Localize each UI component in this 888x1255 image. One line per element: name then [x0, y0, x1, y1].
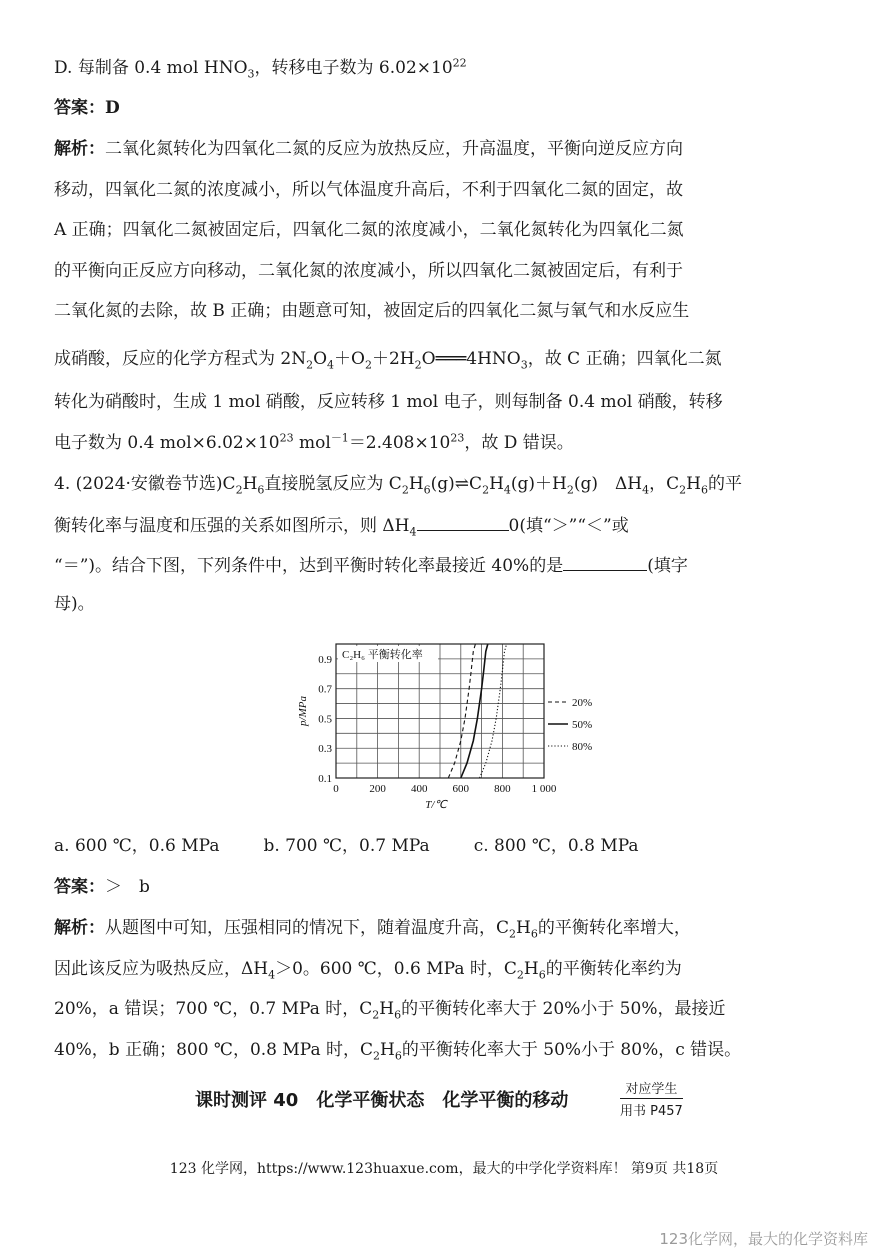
x-tick-label: 600: [452, 783, 470, 795]
blank-2: [563, 554, 647, 571]
conversion-chart: [286, 630, 616, 825]
analysis-2-line-4: 40%，b 正确；800 ℃，0.8 MPa 时，$C_2H_6$的平衡转化率大于 50%小于 80%，c 错误。: [54, 1040, 742, 1063]
curve-20pct: [448, 644, 475, 778]
y-tick-label: 0.9: [318, 653, 332, 666]
x-tick-label: 800: [494, 783, 511, 795]
question-4-line-4: 母)。: [54, 594, 95, 614]
analysis-1-line-8: 电子数为 0.4 $mol\times 6.02\times 10^{23}$ $mol^{-1}=2.408\times 10^{23}$，故 D 错误。: [54, 431, 574, 453]
option-a: a. 600 ℃，0.6 MPa: [54, 836, 220, 856]
question-4-options: [54, 836, 639, 856]
reference-bottom: 用书 P457: [620, 1104, 683, 1119]
x-axis-label: T/℃: [425, 799, 447, 811]
analysis-2-line-1: 解析：从题图中可知，压强相同的情况下，随着温度升高，$C_2H_6$的平衡转化率增大，: [54, 918, 691, 941]
analysis-1-line-6: 成硝酸，反应的化学方程式为 $2N_2O_4+O_2+2H_2O═══4HNO_3$，故 C 正确；四氧化二氮: [54, 349, 722, 372]
answer-2: 答案：＞ b: [54, 877, 150, 897]
analysis-2-line-2: 因此该反应为吸热反应，$\Delta H_4>0$。600 ℃，0.6 MPa 时，$C_2H_6$的平衡转化率约为: [54, 959, 682, 982]
y-axis-label: p/MPa: [297, 696, 309, 726]
answer-1: 答案：D: [54, 98, 120, 118]
x-tick-label: 200: [369, 783, 386, 795]
page-footer: 123 化学网，https://www.123huaxue.com，最大的中学化学资料库！ 第9页 共18页: [169, 1161, 719, 1177]
analysis-1-line-3: A 正确；四氧化二氮被固定后，四氧化二氮的浓度减小，二氧化氮转化为四氧化二氮: [54, 220, 684, 240]
y-tick-label: 0.3: [318, 743, 332, 756]
question-4-line-2: 衡转化率与温度和压强的关系如图所示，则 $\Delta H_4$ 0(填“＞”“＜”或: [54, 516, 629, 539]
legend-label: 20%: [572, 697, 593, 709]
blank-1: [417, 514, 509, 531]
question-4-line-1: 4. (2024·安徽卷节选)$C_2H_6$直接脱氢反应为 $C_2H_6(g)\rightleftharpoons C_2H_4(g)+H_2(g)$ $\Delta H_4$，$C_2H_6$的平: [54, 474, 742, 497]
analysis-1-line-5: 二氧化氮的去除，故 B 正确；由题意可知，被固定后的四氧化二氮与氧气和水反应生: [54, 301, 690, 321]
x-tick-label: 0: [333, 783, 339, 795]
legend-label: 50%: [572, 719, 593, 731]
analysis-1-line-2: 移动，四氧化二氮的浓度减小，所以气体温度升高后，不利于四氧化二氮的固定，故: [54, 180, 683, 200]
legend-label: 80%: [572, 741, 593, 753]
y-tick-label: 0.7: [318, 683, 332, 696]
analysis-2-line-3: 20%，a 错误；700 ℃，0.7 MPa 时，$C_2H_6$的平衡转化率大于 20%小于 50%，最接近: [54, 999, 726, 1022]
section-title: 课时测评 40 化学平衡状态 化学平衡的移动: [195, 1090, 569, 1111]
textbook-reference: [620, 1078, 683, 1119]
x-tick-label: 400: [410, 783, 428, 795]
option-d: D. 每制备 0.4 mol $HNO_3$，转移电子数为 $6.02\times 10^{22}$: [54, 56, 467, 81]
analysis-1-line-7: 转化为硝酸时，生成 1 mol 硝酸，反应转移 1 mol 电子，则每制备 0.4 mol 硝酸，转移: [54, 392, 723, 412]
curve-50pct: [461, 644, 488, 778]
option-b: b. 700 ℃，0.7 MPa: [263, 836, 430, 856]
chart-title: C₂H₆ 平衡转化率: [342, 649, 423, 661]
watermark: 123化学网，最大的化学资料库: [659, 1230, 868, 1248]
question-4-line-3: “＝”)。结合下图，下列条件中，达到平衡时转化率最接近 40%的是 (填字: [54, 556, 688, 576]
y-tick-label: 0.1: [318, 773, 332, 785]
x-tick-label: 1 000: [531, 783, 557, 795]
analysis-1-line-4: 的平衡向正反应方向移动，二氧化氮的浓度减小，所以四氧化二氮被固定后，有利于: [54, 261, 683, 281]
y-tick-label: 0.5: [318, 713, 332, 726]
option-c: c. 800 ℃，0.8 MPa: [473, 836, 639, 856]
reference-top: 对应学生: [620, 1078, 683, 1099]
analysis-1-line-1: 解析：二氧化氮转化为四氧化二氮的反应为放热反应，升高温度，平衡向逆反应方向: [54, 139, 683, 159]
